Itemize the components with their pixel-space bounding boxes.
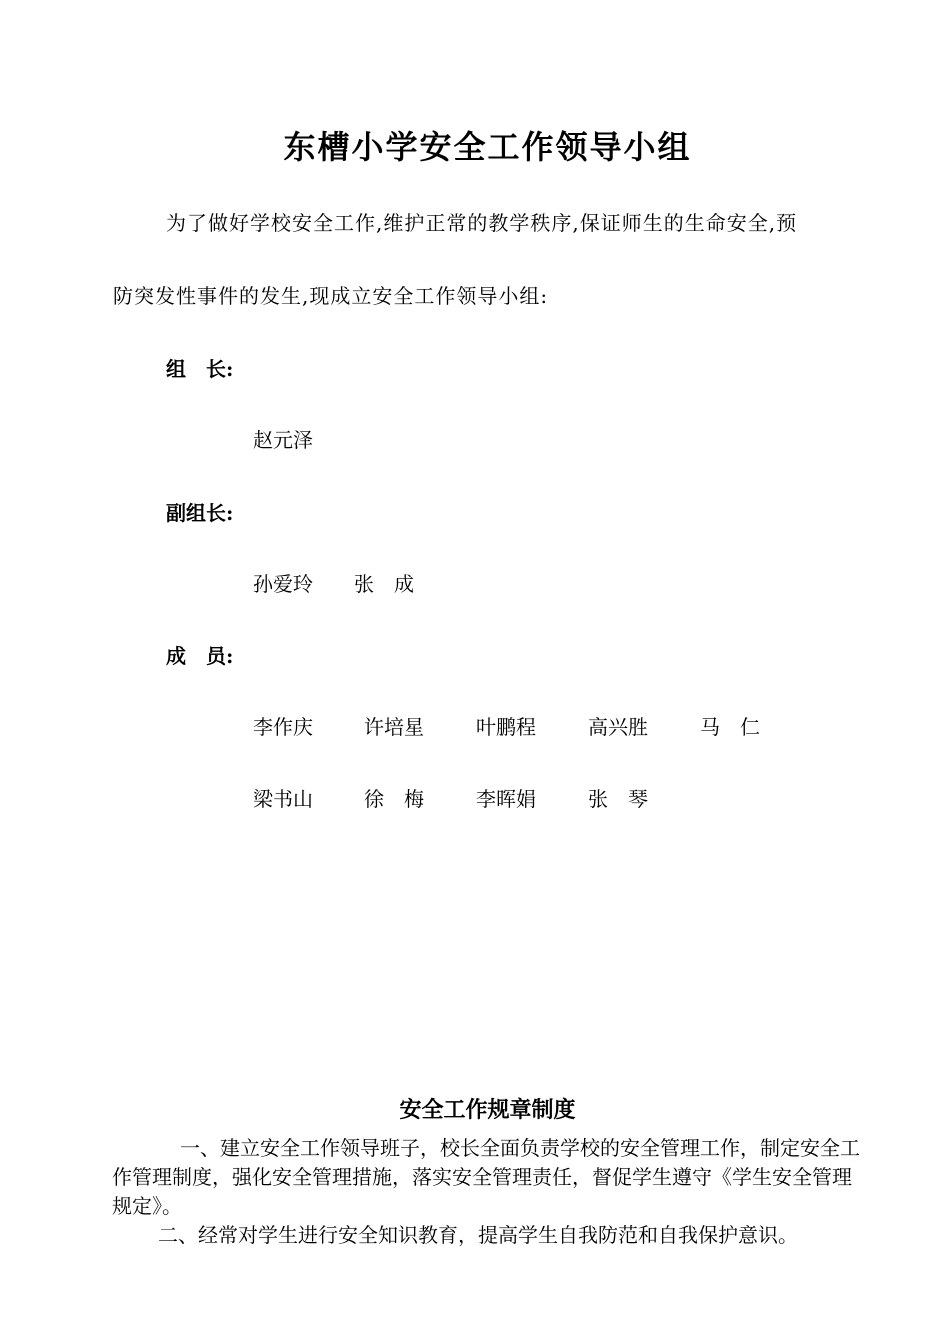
leader-names-row (253, 424, 313, 453)
document-title: 东槽小学安全工作领导小组 (283, 128, 692, 166)
member-name: 梁书山 (253, 787, 313, 811)
member-name: 许培星 (364, 715, 424, 739)
rules-body (112, 1134, 862, 1250)
deputy-label: 副组长: (166, 501, 234, 525)
members-row-2 (253, 783, 648, 812)
deputy-name: 孙爱玲 (253, 572, 313, 596)
member-name: 李作庆 (253, 715, 313, 739)
leader-label: 组 长: (166, 357, 234, 381)
member-name: 高兴胜 (588, 715, 648, 739)
member-name: 叶鹏程 (476, 715, 536, 739)
rule-paragraph: 二、经常对学生进行安全知识教育，提高学生自我防范和自我保护意识。 (158, 1223, 798, 1247)
intro-line-1: 为了做好学校安全工作,维护正常的教学秩序,保证师生的生命安全,预 (166, 211, 798, 235)
deputy-name: 张 成 (354, 572, 414, 596)
members-label: 成 员: (166, 644, 234, 668)
member-name: 张 琴 (588, 787, 648, 811)
leader-name: 赵元泽 (253, 428, 313, 452)
deputy-names-row (253, 568, 414, 597)
intro-line-2: 防突发性事件的发生,现成立安全工作领导小组: (113, 284, 549, 308)
rules-title: 安全工作规章制度 (399, 1097, 576, 1123)
member-name: 马 仁 (700, 715, 760, 739)
member-name: 李晖娟 (476, 787, 536, 811)
members-row-1 (253, 711, 760, 740)
member-name: 徐 梅 (364, 787, 424, 811)
rule-paragraph: 一、建立安全工作领导班子，校长全面负责学校的安全管理工作，制定安全工作管理制度，强化安全管理措施，落实安全管理责任，督促学生遵守《学生安全管理规定》。 (112, 1136, 860, 1218)
